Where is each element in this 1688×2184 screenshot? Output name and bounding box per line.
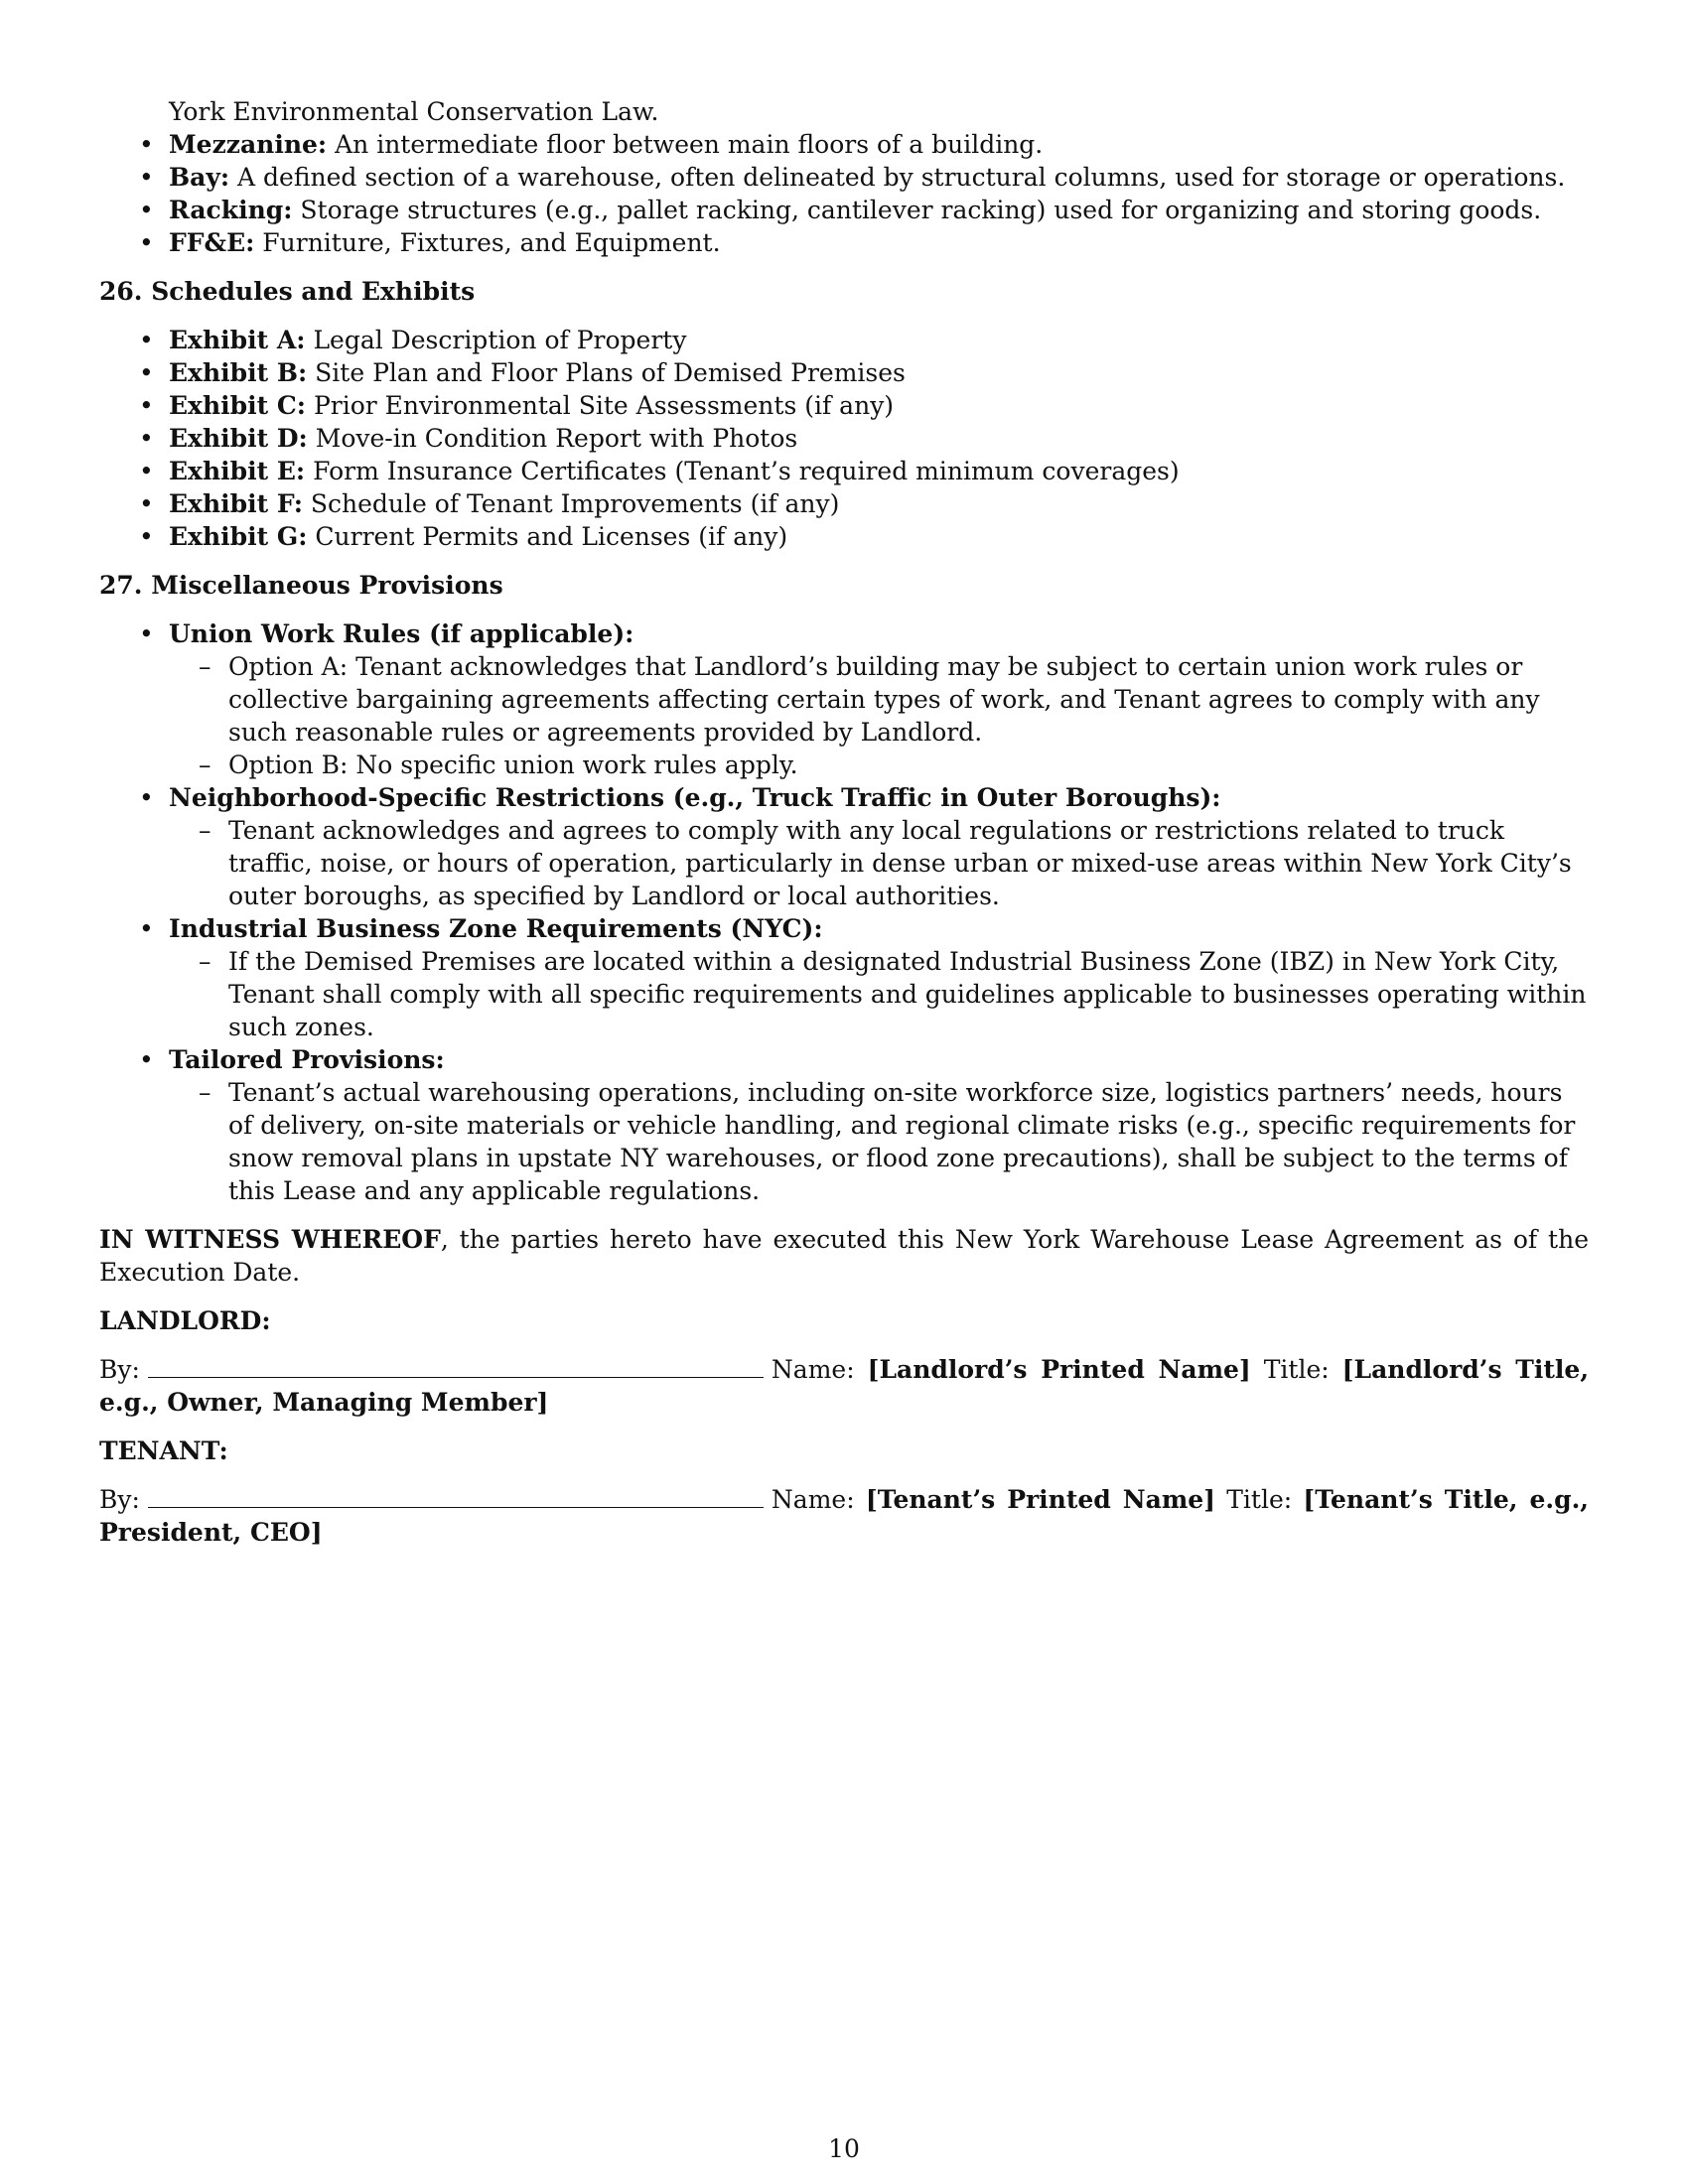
- document-page: [99, 95, 1589, 1549]
- landlord-title-value: [Landlord’s Title, e.g., Owner, Managing Member]: [99, 1355, 1590, 1417]
- by-label: By:: [99, 1485, 140, 1514]
- provision-title: Industrial Business Zone Requirements (NYC):: [169, 914, 823, 943]
- list-item: [99, 324, 1589, 356]
- section-27-heading: 27. Miscellaneous Provisions: [99, 571, 503, 600]
- sub-list-item: – Option A: Tenant acknowledges that Landlord’s building may be subject to certain union work rules or collective bargaining agreements affecting certain types of work, and Tenant agrees to comply with any such reasonable rules or agreements provided by Landlord.: [99, 650, 1589, 749]
- list-item: [99, 356, 1589, 389]
- definition-continuation: York Environmental Conservation Law.: [169, 97, 659, 126]
- list-item: [99, 128, 1589, 161]
- provision-title: Union Work Rules (if applicable):: [169, 619, 634, 648]
- exhibit-text: Prior Environmental Site Assessments (if any): [306, 391, 895, 420]
- list-item: [99, 161, 1589, 194]
- exhibit-text: Move-in Condition Report with Photos: [307, 424, 798, 453]
- exhibit-text: Current Permits and Licenses (if any): [307, 522, 788, 551]
- term: Bay:: [169, 163, 230, 192]
- exhibit-text: Legal Description of Property: [305, 326, 687, 354]
- exhibit-label: Exhibit C:: [169, 391, 306, 420]
- exhibit-text: Schedule of Tenant Improvements (if any): [302, 489, 840, 518]
- tenant-heading: TENANT:: [99, 1436, 228, 1465]
- witness-lead: IN WITNESS WHEREOF: [99, 1225, 441, 1254]
- exhibit-label: Exhibit A:: [169, 326, 306, 354]
- landlord-signature-line[interactable]: [148, 1355, 764, 1378]
- exhibit-label: Exhibit G:: [169, 522, 308, 551]
- name-label: Name:: [771, 1355, 855, 1384]
- exhibit-label: Exhibit D:: [169, 424, 308, 453]
- landlord-signature-block: [99, 1353, 1589, 1419]
- list-item: [99, 487, 1589, 520]
- landlord-name-value: [Landlord’s Printed Name]: [867, 1355, 1251, 1384]
- list-item: [99, 455, 1589, 487]
- sub-list-item: – Tenant’s actual warehousing operations, including on-site workforce size, logistics partners’ needs, hours of delivery, on-site materials or vehicle handling, and regional climate risks (e.g., specific requirements for snow removal plans in upstate NY warehouses, or flood zone precautions), shall be subject to the terms of this Lease and any applicable regulations.: [99, 1076, 1589, 1207]
- list-item: [99, 226, 1589, 259]
- exhibit-label: Exhibit B:: [169, 358, 308, 387]
- exhibit-label: Exhibit E:: [169, 457, 306, 485]
- term: Mezzanine:: [169, 130, 328, 159]
- sub-list-item: – Tenant acknowledges and agrees to comply with any local regulations or restrictions related to truck traffic, noise, or hours of operation, particularly in dense urban or mixed-use areas within New York City’s outer boroughs, as specified by Landlord or local authorities.: [99, 814, 1589, 912]
- section-26-heading: 26. Schedules and Exhibits: [99, 277, 476, 306]
- list-item: [99, 1043, 1589, 1076]
- term: Racking:: [169, 196, 293, 224]
- term: FF&E:: [169, 228, 255, 257]
- name-label: Name:: [771, 1485, 855, 1514]
- provision-title: Neighborhood-Specific Restrictions (e.g., Truck Traffic in Outer Boroughs):: [169, 783, 1221, 812]
- list-item: [99, 422, 1589, 455]
- tenant-signature-line[interactable]: [148, 1485, 764, 1508]
- definition-text: A defined section of a warehouse, often delineated by structural columns, used for storage or operations.: [229, 163, 1566, 192]
- provision-title: Tailored Provisions:: [169, 1045, 445, 1074]
- list-item: [99, 194, 1589, 226]
- definition-text: Storage structures (e.g., pallet racking, cantilever racking) used for organizing and storing goods.: [292, 196, 1542, 224]
- tenant-title-value: [Tenant’s Title, e.g., President, CEO]: [99, 1485, 1589, 1547]
- page-number: 10: [828, 2134, 860, 2163]
- exhibit-text: Site Plan and Floor Plans of Demised Premises: [307, 358, 906, 387]
- tenant-signature-block: [99, 1483, 1589, 1549]
- provisions-list: [99, 617, 1589, 1207]
- title-label: Title:: [1263, 1355, 1330, 1384]
- list-item: [99, 520, 1589, 553]
- tenant-name-value: [Tenant’s Printed Name]: [865, 1485, 1216, 1514]
- by-label: By:: [99, 1355, 140, 1384]
- definitions-list: [99, 128, 1589, 259]
- list-item: [99, 389, 1589, 422]
- sub-list-item: – If the Demised Premises are located within a designated Industrial Business Zone (IBZ) in New York City, Tenant shall comply with all specific requirements and guidelines applicable to businesses operating within such zones.: [99, 945, 1589, 1043]
- definition-text: An intermediate floor between main floors of a building.: [327, 130, 1044, 159]
- exhibit-label: Exhibit F:: [169, 489, 303, 518]
- witness-text: , the parties hereto have executed this New York Warehouse Lease Agreement as of the Execution Date.: [99, 1225, 1589, 1287]
- list-item: [99, 781, 1589, 814]
- landlord-heading: LANDLORD:: [99, 1306, 271, 1335]
- exhibit-text: Form Insurance Certificates (Tenant’s required minimum coverages): [305, 457, 1180, 485]
- exhibits-list: [99, 324, 1589, 553]
- sub-list-item: – Option B: No specific union work rules apply.: [99, 749, 1589, 781]
- title-label: Title:: [1226, 1485, 1293, 1514]
- witness-clause: [99, 1223, 1589, 1289]
- definition-text: Furniture, Fixtures, and Equipment.: [254, 228, 721, 257]
- list-item: [99, 912, 1589, 945]
- list-item: [99, 617, 1589, 650]
